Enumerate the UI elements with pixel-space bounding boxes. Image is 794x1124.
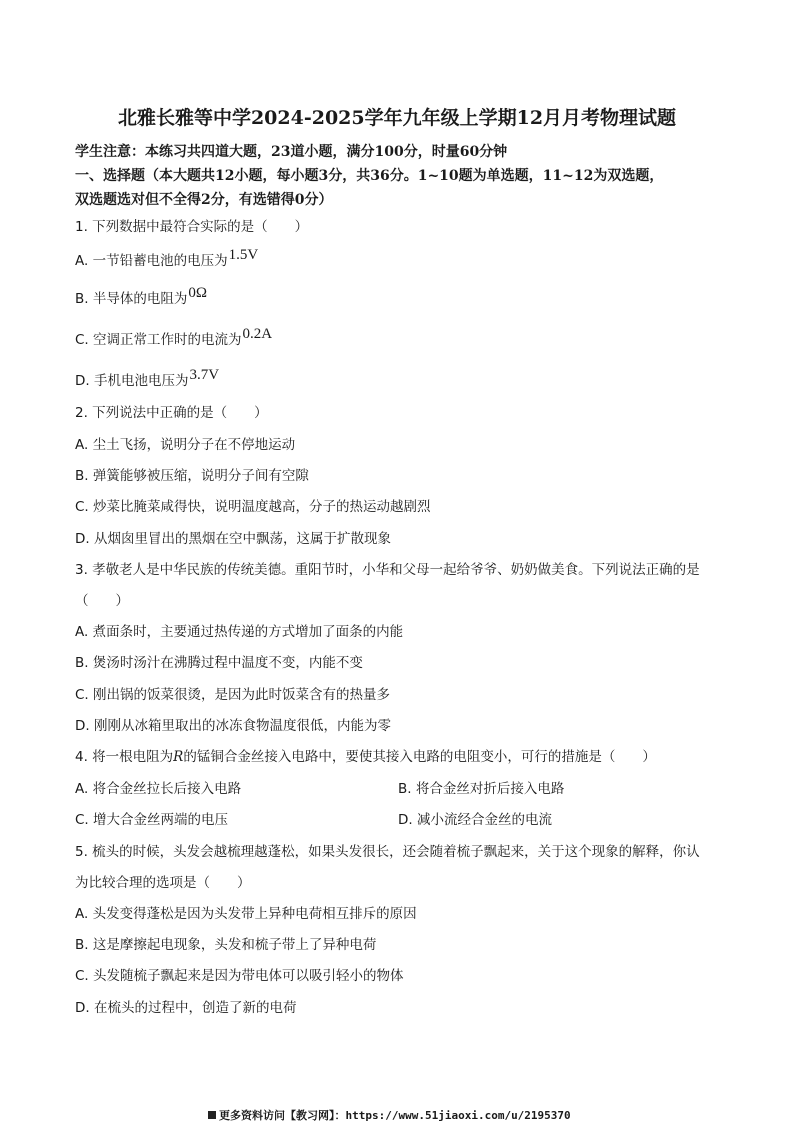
- stem-text-post: 的锰铜合金丝接入电路中，要使其接入电路的电阻变小，可行的措施是（ ）: [183, 749, 656, 765]
- question-3-option-d: D. 刚刚从冰箱里取出的冰冻食物温度很低，内能为零: [75, 718, 391, 734]
- question-2-stem: 2. 下列说法中正确的是（ ）: [75, 405, 268, 421]
- option-value: 3.7V: [189, 367, 220, 383]
- question-5-stem-line2: 为比较合理的选项是（ ）: [75, 875, 251, 891]
- section-heading-line2: 双选题选对但不全得2分，有选错得0分）: [75, 192, 333, 208]
- option-value: 0.2A: [242, 326, 273, 342]
- footer-link[interactable]: [208, 1107, 571, 1123]
- question-3-option-a: A. 煮面条时，主要通过热传递的方式增加了面条的内能: [75, 624, 404, 640]
- question-4-option-b: B. 将合金丝对折后接入电路: [398, 781, 565, 797]
- question-3-option-c: C. 刚出锅的饭菜很烫，是因为此时饭菜含有的热量多: [75, 687, 391, 703]
- resistance-symbol: R: [173, 749, 184, 765]
- flag-icon: [208, 1111, 216, 1119]
- option-text: B. 半导体的电阻为: [75, 291, 188, 307]
- question-1-option-a: [75, 247, 259, 270]
- question-5-option-b: B. 这是摩擦起电现象，头发和梳子带上了异种电荷: [75, 937, 377, 953]
- question-5-option-a: A. 头发变得蓬松是因为头发带上异种电荷相互排斥的原因: [75, 906, 417, 922]
- question-2-option-c: C. 炒菜比腌菜咸得快，说明温度越高，分子的热运动越剧烈: [75, 499, 431, 515]
- question-1-option-c: [75, 326, 273, 349]
- option-text: C. 空调正常工作时的电流为: [75, 332, 242, 348]
- question-3-stem-line1: 3. 孝敬老人是中华民族的传统美德。重阳节时，小华和父母一起给爷爷、奶奶做美食。下列说法正确的是: [75, 562, 700, 578]
- option-text: D. 手机电池电压为: [75, 373, 189, 389]
- question-4-option-d: D. 减小流经合金丝的电流: [398, 812, 552, 828]
- question-1-option-d: [75, 367, 220, 390]
- option-value: 1.5V: [228, 247, 259, 263]
- question-3-stem-line2: （ ）: [75, 593, 129, 609]
- question-5-option-c: C. 头发随梳子飘起来是因为带电体可以吸引轻小的物体: [75, 968, 404, 984]
- question-2-option-a: A. 尘土飞扬，说明分子在不停地运动: [75, 437, 296, 453]
- question-5-stem-line1: 5. 梳头的时候，头发会越梳理越蓬松，如果头发很长，还会随着梳子飘起来，关于这个现象的解释，你认: [75, 844, 700, 860]
- question-1-option-b: [75, 285, 208, 308]
- exam-title: 北雅长雅等中学2024-2025学年九年级上学期12月月考物理试题: [117, 107, 677, 129]
- question-4-option-c: C. 增大合金丝两端的电压: [75, 812, 229, 828]
- question-2-option-b: B. 弹簧能够被压缩，说明分子间有空隙: [75, 468, 309, 484]
- question-2-option-d: D. 从烟囱里冒出的黑烟在空中飘荡，这属于扩散现象: [75, 531, 391, 547]
- question-5-option-d: D. 在梳头的过程中，创造了新的电荷: [75, 1000, 297, 1016]
- option-value: 0Ω: [188, 285, 208, 301]
- question-3-option-b: B. 煲汤时汤汁在沸腾过程中温度不变，内能不变: [75, 655, 363, 671]
- section-heading-line1: 一、选择题（本大题共12小题，每小题3分，共36分。1~10题为单选题，11~12为双选题，: [75, 168, 664, 184]
- footer-text: 更多资料访问【教习网】：https://www.51jiaoxi.com/u/2195370: [219, 1109, 571, 1122]
- question-4-stem: [75, 748, 656, 766]
- student-notice: 学生注意：本练习共四道大题，23道小题，满分100分，时量60分钟: [75, 144, 508, 160]
- question-4-option-a: A. 将合金丝拉长后接入电路: [75, 781, 242, 797]
- option-text: A. 一节铅蓄电池的电压为: [75, 253, 228, 269]
- stem-text-pre: 4. 将一根电阻为: [75, 749, 174, 765]
- question-1-stem: 1. 下列数据中最符合实际的是（ ）: [75, 219, 309, 235]
